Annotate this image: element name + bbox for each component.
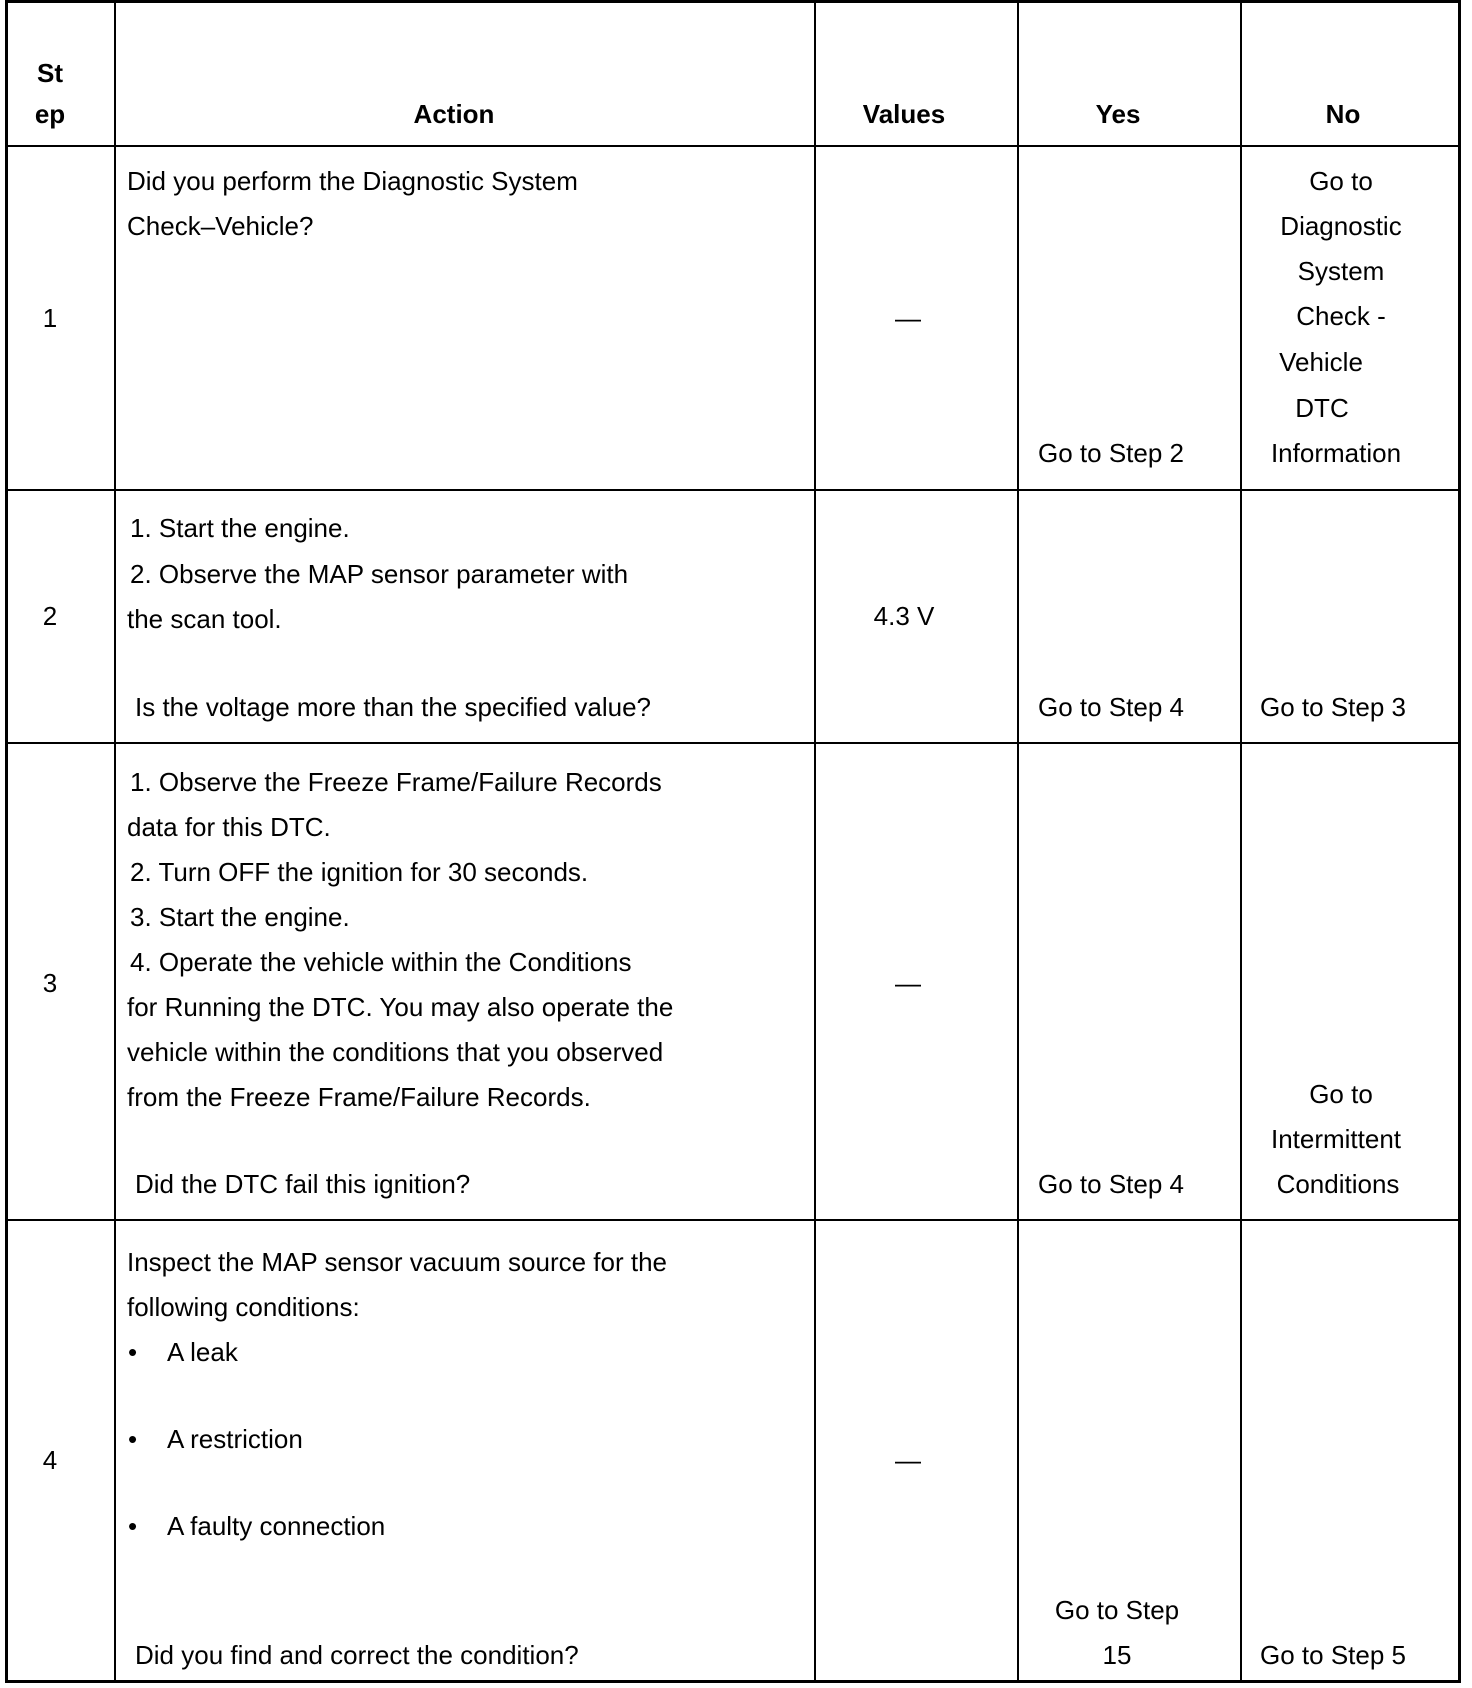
action-line: 2. Observe the MAP sensor parameter with <box>130 559 629 589</box>
value-cell: — <box>895 1445 921 1475</box>
question-text: Did you find and correct the condition? <box>135 1640 579 1670</box>
step-number: 1 <box>42 303 58 333</box>
no-cell-line: Vehicle <box>1279 347 1363 377</box>
action-line: for Running the DTC. You may also operate the <box>127 992 674 1022</box>
action-line: 1. Start the engine. <box>130 513 350 543</box>
value-cell: — <box>895 303 921 333</box>
value-cell: — <box>895 968 921 998</box>
no-cell-line: Intermittent <box>1270 1124 1402 1154</box>
row-divider <box>8 1219 1458 1221</box>
bullet-marker: • <box>128 1424 138 1454</box>
value-cell: 4.3 V <box>873 601 935 631</box>
header-step-continued: ep <box>34 99 66 129</box>
no-cell-line: Check - <box>1296 301 1386 331</box>
header-action: Action <box>413 99 495 129</box>
no-cell-line: DTC <box>1295 393 1349 423</box>
header-values: Values <box>862 99 946 129</box>
no-cell-line: Information <box>1270 438 1402 468</box>
bullet-item: A faulty connection <box>167 1511 386 1541</box>
row-divider <box>8 489 1458 491</box>
column-divider <box>1240 3 1242 1680</box>
no-cell-line: Diagnostic <box>1280 211 1402 241</box>
no-cell-line: Conditions <box>1276 1169 1400 1199</box>
action-line: following conditions: <box>127 1292 360 1322</box>
column-divider <box>1017 3 1019 1680</box>
no-cell: Go to Step 5 <box>1260 1640 1406 1670</box>
bullet-marker: • <box>128 1337 138 1367</box>
action-line: data for this DTC. <box>127 812 331 842</box>
yes-cell-line: 15 <box>1102 1640 1132 1670</box>
header-no: No <box>1325 99 1361 129</box>
action-line: 1. Observe the Freeze Frame/Failure Records <box>130 767 662 797</box>
yes-cell: Go to Step 4 <box>1038 1169 1184 1199</box>
header-step: St <box>37 58 63 88</box>
yes-cell: Go to Step 2 <box>1038 438 1184 468</box>
step-number: 4 <box>42 1445 58 1475</box>
question-text: Did the DTC fail this ignition? <box>135 1169 471 1199</box>
action-line: vehicle within the conditions that you observed <box>127 1037 664 1067</box>
bullet-marker: • <box>128 1511 138 1541</box>
row-divider <box>8 742 1458 744</box>
action-line: 3. Start the engine. <box>130 902 350 932</box>
action-line: Inspect the MAP sensor vacuum source for the <box>127 1247 668 1277</box>
question-text: Is the voltage more than the specified value? <box>135 692 651 722</box>
step-number: 3 <box>42 968 58 998</box>
action-line: from the Freeze Frame/Failure Records. <box>127 1082 591 1112</box>
step-number: 2 <box>42 601 58 631</box>
row-divider <box>8 145 1458 147</box>
action-line: Did you perform the Diagnostic System <box>127 166 578 196</box>
yes-cell-line: Go to Step <box>1054 1595 1180 1625</box>
yes-cell: Go to Step 4 <box>1038 692 1184 722</box>
no-cell-line: Go to <box>1309 1079 1373 1109</box>
column-divider <box>814 3 816 1680</box>
action-line: 2. Turn OFF the ignition for 30 seconds. <box>130 857 589 887</box>
action-line: 4. Operate the vehicle within the Conditions <box>130 947 632 977</box>
action-line: the scan tool. <box>127 604 282 634</box>
no-cell: Go to Step 3 <box>1260 692 1406 722</box>
header-yes: Yes <box>1095 99 1141 129</box>
bullet-item: A leak <box>167 1337 238 1367</box>
column-divider <box>114 3 116 1680</box>
bullet-item: A restriction <box>167 1424 303 1454</box>
no-cell-line: Go to <box>1309 166 1373 196</box>
no-cell-line: System <box>1297 256 1385 286</box>
action-line: Check–Vehicle? <box>127 211 314 241</box>
